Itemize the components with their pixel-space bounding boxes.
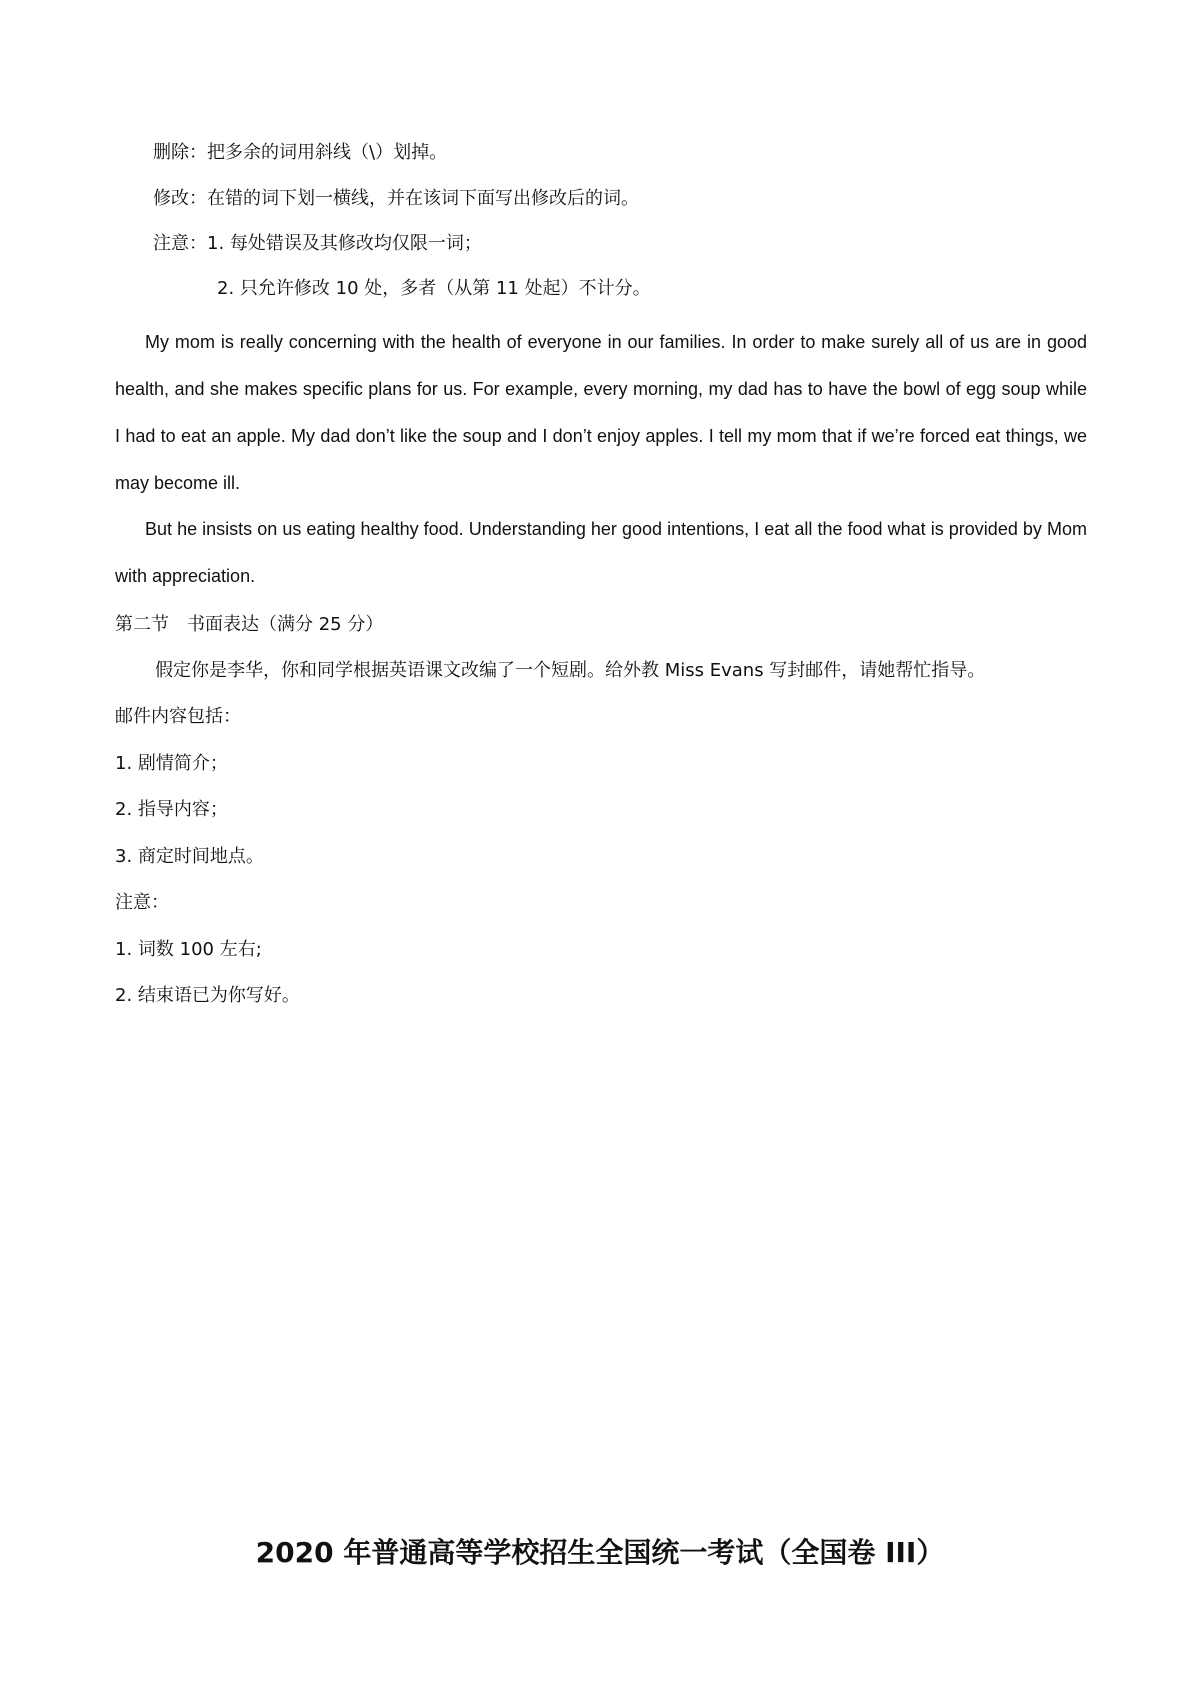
content-item: 2. 指导内容； [115,799,228,820]
instruction-modify: 修改：在错的词下划一横线，并在该词下面写出修改后的词。 [153,188,639,209]
notes-label: 注意： [115,892,169,913]
note-item: 1. 词数 100 左右; [115,939,262,960]
passage-paragraph-1: My mom is really concerning with the health of everyone in our families. In order to make surely all of us are in good health, and she makes specific plans for us. For example, every morning, my dad has to have the bowl of egg soup while I had to eat an apple. My dad don’t like the soup and I don’t enjoy apples. I tell my mom that if we’re forced eat things, we may become ill. [115,332,1087,493]
note-item: 2. 结束语已为你写好。 [115,985,300,1006]
writing-prompt-line-2: 邮件内容包括： [115,706,241,727]
exam-title: 2020 年普通高等学校招生全国统一考试（全国卷 III） [255,1536,945,1569]
content-item: 1. 剧情简介； [115,753,228,774]
passage-paragraph-2: But he insists on us eating healthy food. Understanding her good intentions, I eat all the food what is provided by Mom with appreciation. [115,519,1087,586]
instruction-delete: 删除：把多余的词用斜线（\）划掉。 [153,142,448,163]
instruction-note-1: 注意：1. 每处错误及其修改均仅限一词； [153,233,482,254]
instruction-note-2: 2. 只允许修改 10 处，多者（从第 11 处起）不计分。 [217,278,651,299]
writing-prompt-line-1: 假定你是李华，你和同学根据英语课文改编了一个短剧。给外教 Miss Evans 写封邮件，请她帮忙指导。 [155,660,986,681]
content-item: 3. 商定时间地点。 [115,846,264,867]
section-two-heading: 第二节 书面表达（满分 25 分） [115,614,384,635]
